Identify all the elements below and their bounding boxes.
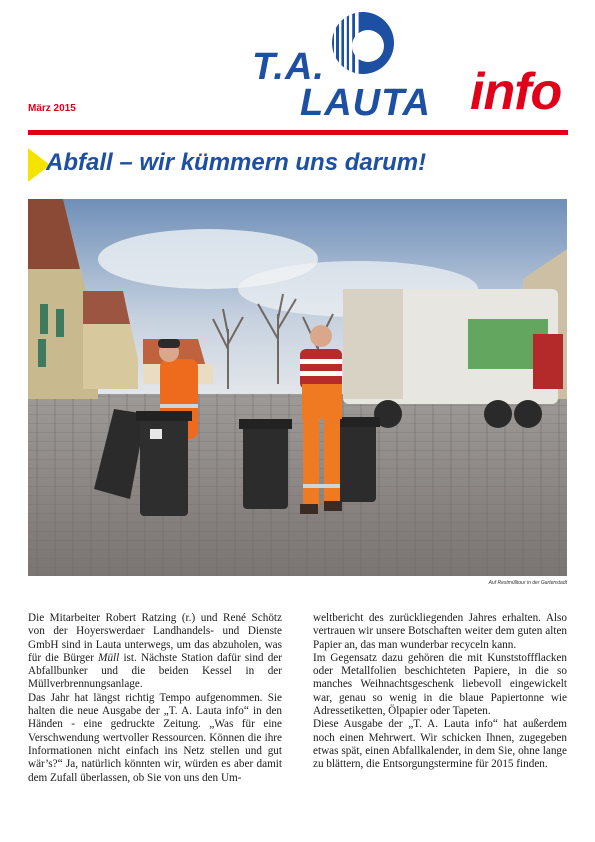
masthead bbox=[0, 0, 595, 140]
paragraph: Diese Ausgabe der „T. A. Lauta info“ hat außerdem noch einen Mehrwert. Wir schicken Ihnen, zugegeben etwas spät, einen Abfallkalender, in dem Sie, ohne lange zu blättern, die Entsorgungstermine für 2015 finden. bbox=[313, 718, 567, 771]
issue-date: März 2015 bbox=[28, 103, 76, 114]
article-headline: Abfall – wir kümmern uns darum! bbox=[46, 149, 427, 176]
logo-info: info bbox=[470, 63, 562, 121]
photo-caption: Auf Restmülltour in der Gartenstadt bbox=[488, 580, 567, 586]
logo-ta: T.A. bbox=[252, 46, 325, 88]
paragraph: Im Gegensatz dazu gehören die mit Kunststoffflacken oder Metallfolien beschichteten Papiere, in die so manches Weihnachtsgeschenk liebevoll eingewickelt war, genau so wenig in die blaue Papiertonne wie Adressetiketten, Ölpapier oder Tapeten. bbox=[313, 651, 567, 718]
logo-sun-icon bbox=[330, 10, 396, 76]
emphasis-muell: Müll bbox=[98, 651, 120, 664]
article-photo bbox=[28, 199, 567, 576]
paragraph: weltbericht des zurückliegenden Jahres erhalten. Also vertrauen wir unsere Botschaften weiter dem guten alten Papier an, das man wunderbar recyceln kann. bbox=[313, 612, 567, 651]
body-column-left bbox=[28, 612, 282, 785]
body-column-right bbox=[313, 612, 567, 772]
logo-lauta: LAUTA bbox=[300, 82, 431, 124]
paragraph: Die Mitarbeiter Robert Ratzing (r.) und René Schötz von der Hoyerswerdaer Landhandels- und Dienste GmbH sind in Lauta unterwegs, um das abzuholen, was für die Bürger Müll ist. Nächste Station dafür sind der Abfallbunker und die beiden Kessel in der Müllverbrennungsanlage. bbox=[28, 612, 282, 691]
paragraph: Das Jahr hat längst richtig Tempo aufgenommen. Sie halten die neue Ausgabe der „T. A. Lauta info“ in den Händen - eine gedruckte Zeitung. „Was für eine Verschwendung wertvoller Ressourcen. Können die ihre Informationen nicht einfach ins Netz stellen und gut wär’s?“ Ja, natürlich könnten wir, würden es aber damit dem Zufall überlassen, ob Sie von uns den Um- bbox=[28, 691, 282, 784]
header-divider bbox=[28, 130, 568, 135]
